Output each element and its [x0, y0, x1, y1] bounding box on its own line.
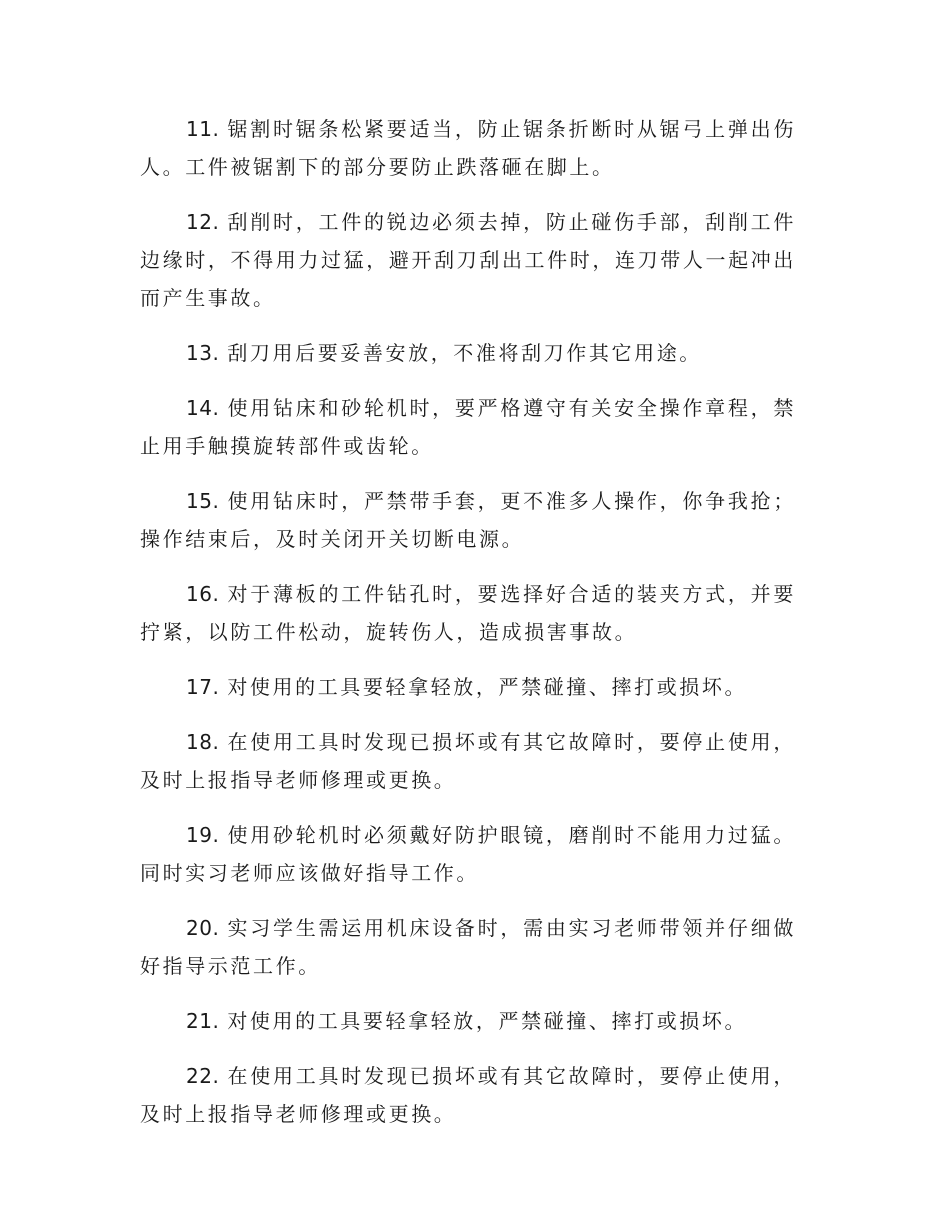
- paragraph-22: [140, 1057, 796, 1133]
- paragraph-13: [140, 334, 796, 372]
- document-body: [140, 110, 796, 1150]
- paragraph-21: [140, 1002, 796, 1040]
- paragraph-11: [140, 110, 796, 186]
- paragraph-18: [140, 723, 796, 799]
- paragraph-20: [140, 909, 796, 985]
- item-number: 11.: [186, 117, 220, 141]
- item-number: 22.: [186, 1064, 220, 1088]
- paragraph-19: [140, 816, 796, 892]
- item-number: 14.: [186, 396, 220, 420]
- item-text: 使用砂轮机时必须戴好防护眼镜，磨削时不能用力过猛。同时实习老师应该做好指导工作。: [140, 823, 796, 885]
- item-number: 12.: [186, 210, 220, 234]
- item-text: 在使用工具时发现已损坏或有其它故障时，要停止使用，及时上报指导老师修理或更换。: [140, 730, 796, 792]
- paragraph-16: [140, 575, 796, 651]
- paragraph-12: [140, 203, 796, 317]
- item-text: 对使用的工具要轻拿轻放，严禁碰撞、摔打或损坏。: [227, 1009, 748, 1033]
- item-text: 使用钻床和砂轮机时，要严格遵守有关安全操作章程，禁止用手触摸旋转部件或齿轮。: [140, 396, 796, 458]
- item-text: 刮削时，工件的锐边必须去掉，防止碰伤手部，刮削工件边缘时，不得用力过猛，避开刮刀刮出工件时，连刀带人一起冲出而产生事故。: [140, 210, 796, 310]
- item-number: 15.: [186, 489, 220, 513]
- item-number: 18.: [186, 730, 220, 754]
- item-number: 21.: [186, 1009, 220, 1033]
- item-number: 13.: [186, 341, 220, 365]
- item-number: 19.: [186, 823, 220, 847]
- item-text: 对使用的工具要轻拿轻放，严禁碰撞、摔打或损坏。: [227, 675, 748, 699]
- item-text: 使用钻床时，严禁带手套，更不准多人操作，你争我抢；操作结束后，及时关闭开关切断电源。: [140, 489, 796, 551]
- item-text: 刮刀用后要妥善安放，不准将刮刀作其它用途。: [227, 341, 702, 365]
- item-text: 锯割时锯条松紧要适当，防止锯条折断时从锯弓上弹出伤人。工件被锯割下的部分要防止跌落砸在脚上。: [140, 117, 796, 179]
- item-text: 在使用工具时发现已损坏或有其它故障时，要停止使用，及时上报指导老师修理或更换。: [140, 1064, 796, 1126]
- item-text: 对于薄板的工件钻孔时，要选择好合适的装夹方式，并要拧紧，以防工件松动，旋转伤人，造成损害事故。: [140, 582, 796, 644]
- paragraph-17: [140, 668, 796, 706]
- item-number: 17.: [186, 675, 220, 699]
- paragraph-14: [140, 389, 796, 465]
- paragraph-15: [140, 482, 796, 558]
- item-number: 16.: [186, 582, 220, 606]
- item-text: 实习学生需运用机床设备时，需由实习老师带领并仔细做好指导示范工作。: [140, 916, 796, 978]
- item-number: 20.: [186, 916, 220, 940]
